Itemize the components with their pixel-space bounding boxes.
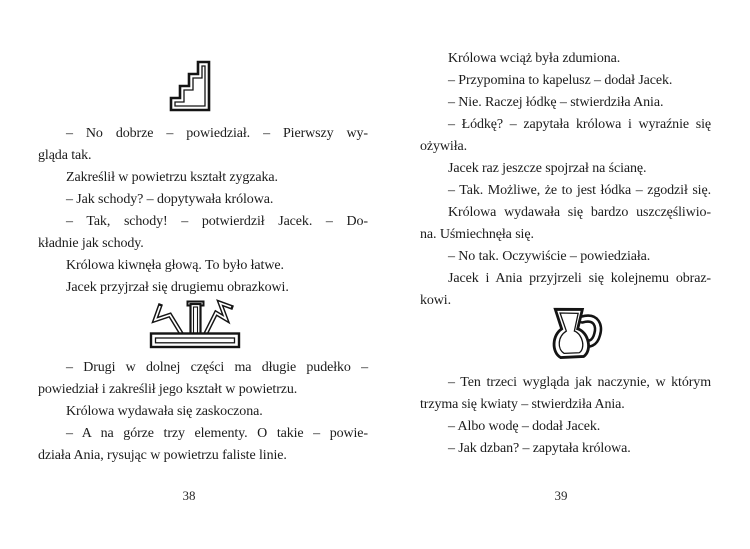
text-line: – Jak schody? – dopytywała królowa.: [66, 192, 274, 207]
text-line: na. Uśmiechnęła się.: [420, 227, 534, 242]
stairs-icon: [168, 57, 212, 113]
paragraph: [420, 438, 711, 460]
paragraph: [420, 92, 711, 114]
text-line: – No dobrze – powiedział. – Pierwszy wy-: [66, 126, 368, 141]
text-line: – Albo wodę – dodał Jacek.: [448, 419, 601, 434]
text-line: – Łódkę? – zapytała królowa i wyraźnie się: [448, 117, 711, 132]
paragraph: [38, 423, 368, 467]
jug-icon: [546, 304, 604, 362]
paragraph: [38, 277, 368, 299]
paragraph: [38, 123, 368, 167]
paragraph: [38, 167, 368, 189]
paragraph: [420, 70, 711, 92]
paragraph: [420, 158, 711, 180]
text-line: ożywiła.: [420, 139, 468, 154]
text-line: Zakreślił w powietrzu kształt zygzaka.: [66, 170, 278, 185]
page-right: [420, 0, 711, 460]
paragraph: [420, 372, 711, 416]
page-number-right: 39: [554, 488, 568, 503]
paragraph: [38, 357, 368, 401]
text-line: Królowa wciąż była zdumiona.: [448, 51, 621, 66]
text-line: trzyma się kwiaty – stwierdziła Ania.: [420, 397, 625, 412]
text-line: gląda tak.: [38, 148, 92, 163]
text-line: powiedział i zakreślił jego kształt w powietrzu.: [38, 382, 298, 397]
text-line: – Tak, schody! – potwierdził Jacek. – Do-: [66, 214, 368, 229]
paragraph: [38, 189, 368, 211]
text-line: – Ten trzeci wygląda jak naczynie, w którym: [448, 375, 711, 390]
text-line: kładnie jak schody.: [38, 236, 144, 251]
text-line: – Nie. Raczej łódkę – stwierdziła Ania.: [448, 95, 664, 110]
paragraph: [420, 246, 711, 268]
text-line: kowi.: [420, 293, 452, 308]
text-line: – Jak dzban? – zapytała królowa.: [448, 441, 631, 456]
page-number-left: 38: [182, 488, 196, 503]
paragraph: [420, 416, 711, 438]
paragraph: [38, 211, 368, 255]
text-line: Jacek i Ania przyjrzeli się kolejnemu obraz-: [448, 271, 711, 286]
text-line: Jacek raz jeszcze spojrzał na ścianę.: [448, 161, 647, 176]
text-line: – No tak. Oczywiście – powiedziała.: [448, 249, 651, 264]
text-line: Jacek przyjrzał się drugiemu obrazkowi.: [66, 280, 289, 295]
paragraph: [420, 180, 711, 202]
text-line: – A na górze trzy elementy. O takie – powie-: [66, 426, 368, 441]
paragraph: [420, 48, 711, 70]
paragraph: [420, 202, 711, 246]
paragraph: [420, 114, 711, 158]
bench-icon: [149, 299, 241, 349]
paragraph: [38, 401, 368, 423]
text-line: działa Ania, rysując w powietrzu faliste linie.: [38, 448, 287, 463]
text-line: Królowa kiwnęła głową. To było łatwe.: [66, 258, 284, 273]
page-left: [38, 0, 368, 467]
text-line: – Tak. Możliwe, że to jest łódka – zgodził się.: [448, 183, 711, 198]
text-line: Królowa wydawała się bardzo uszczęśliwio-: [448, 205, 711, 220]
paragraph: [38, 255, 368, 277]
text-line: – Drugi w dolnej części ma długie pudełko –: [66, 360, 368, 375]
text-line: Królowa wydawała się zaskoczona.: [66, 404, 263, 419]
text-line: – Przypomina to kapelusz – dodał Jacek.: [448, 73, 673, 88]
